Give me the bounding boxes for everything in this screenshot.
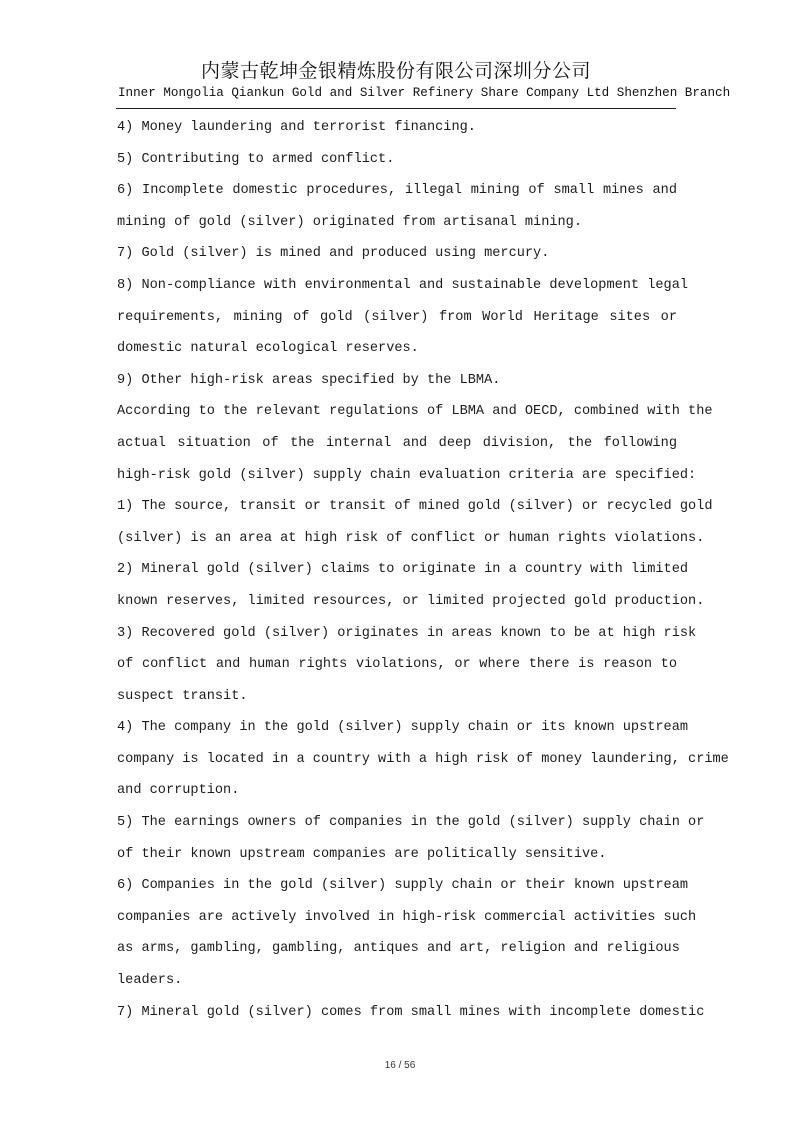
text-line: 6) Incomplete domestic procedures, illegal mining of small mines and [117, 183, 677, 199]
text-line: leaders. [117, 973, 183, 989]
text-line: high-risk gold (silver) supply chain evaluation criteria are specified: [117, 467, 697, 483]
text-line: requirements, mining of gold (silver) from World Heritage sites or [117, 309, 677, 325]
text-line: 3) Recovered gold (silver) originates in areas known to be at high risk [117, 625, 697, 641]
text-line: companies are actively involved in high-risk commercial activities such [117, 909, 697, 925]
text-line: of conflict and human rights violations, or where there is reason to [117, 657, 677, 673]
text-line: 4) Money laundering and terrorist financing. [117, 120, 476, 135]
text-line: 7) Gold (silver) is mined and produced using mercury. [117, 246, 550, 262]
text-line: domestic natural ecological reserves. [117, 341, 419, 357]
text-line: 9) Other high-risk areas specified by the LBMA. [117, 372, 501, 388]
page-number: 16 / 56 [384, 1060, 416, 1071]
header-divider [116, 108, 676, 109]
text-line: 8) Non-compliance with environmental and sustainable development legal [117, 277, 689, 293]
text-line: mining of gold (silver) originated from artisanal mining. [117, 214, 582, 230]
text-line: 5) The earnings owners of companies in the gold (silver) supply chain or [117, 815, 705, 831]
text-line: 6) Companies in the gold (silver) supply chain or their known upstream [117, 878, 689, 894]
text-line: 7) Mineral gold (silver) comes from small mines with incomplete domestic [117, 1004, 705, 1020]
text-line: as arms, gambling, gambling, antiques and art, religion and religious [117, 941, 680, 957]
text-line: known reserves, limited resources, or limited projected gold production. [117, 593, 705, 609]
text-line: of their known upstream companies are politically sensitive. [117, 846, 607, 862]
text-line: 2) Mineral gold (silver) claims to originate in a country with limited [117, 562, 689, 578]
company-name-english: Inner Mongolia Qiankun Gold and Silver Refinery Share Company Ltd Shenzhen Branch [118, 86, 731, 100]
text-line: According to the relevant regulations of LBMA and OECD, combined with the [117, 404, 713, 420]
company-name-chinese: 内蒙古乾坤金银精炼股份有限公司深圳分公司 [200, 60, 591, 82]
text-line: (silver) is an area at high risk of conflict or human rights violations. [117, 530, 705, 546]
text-line: and corruption. [117, 783, 240, 799]
text-line: 4) The company in the gold (silver) supply chain or its known upstream [117, 720, 689, 736]
document-body [117, 112, 729, 1028]
text-line: actual situation of the internal and deep division, the following [117, 435, 677, 451]
text-line: suspect transit. [117, 688, 248, 704]
document-header [118, 58, 731, 102]
text-line: company is located in a country with a high risk of money laundering, crime [117, 751, 729, 767]
text-line: 5) Contributing to armed conflict. [117, 151, 395, 167]
text-line: 1) The source, transit or transit of mined gold (silver) or recycled gold [117, 499, 713, 515]
